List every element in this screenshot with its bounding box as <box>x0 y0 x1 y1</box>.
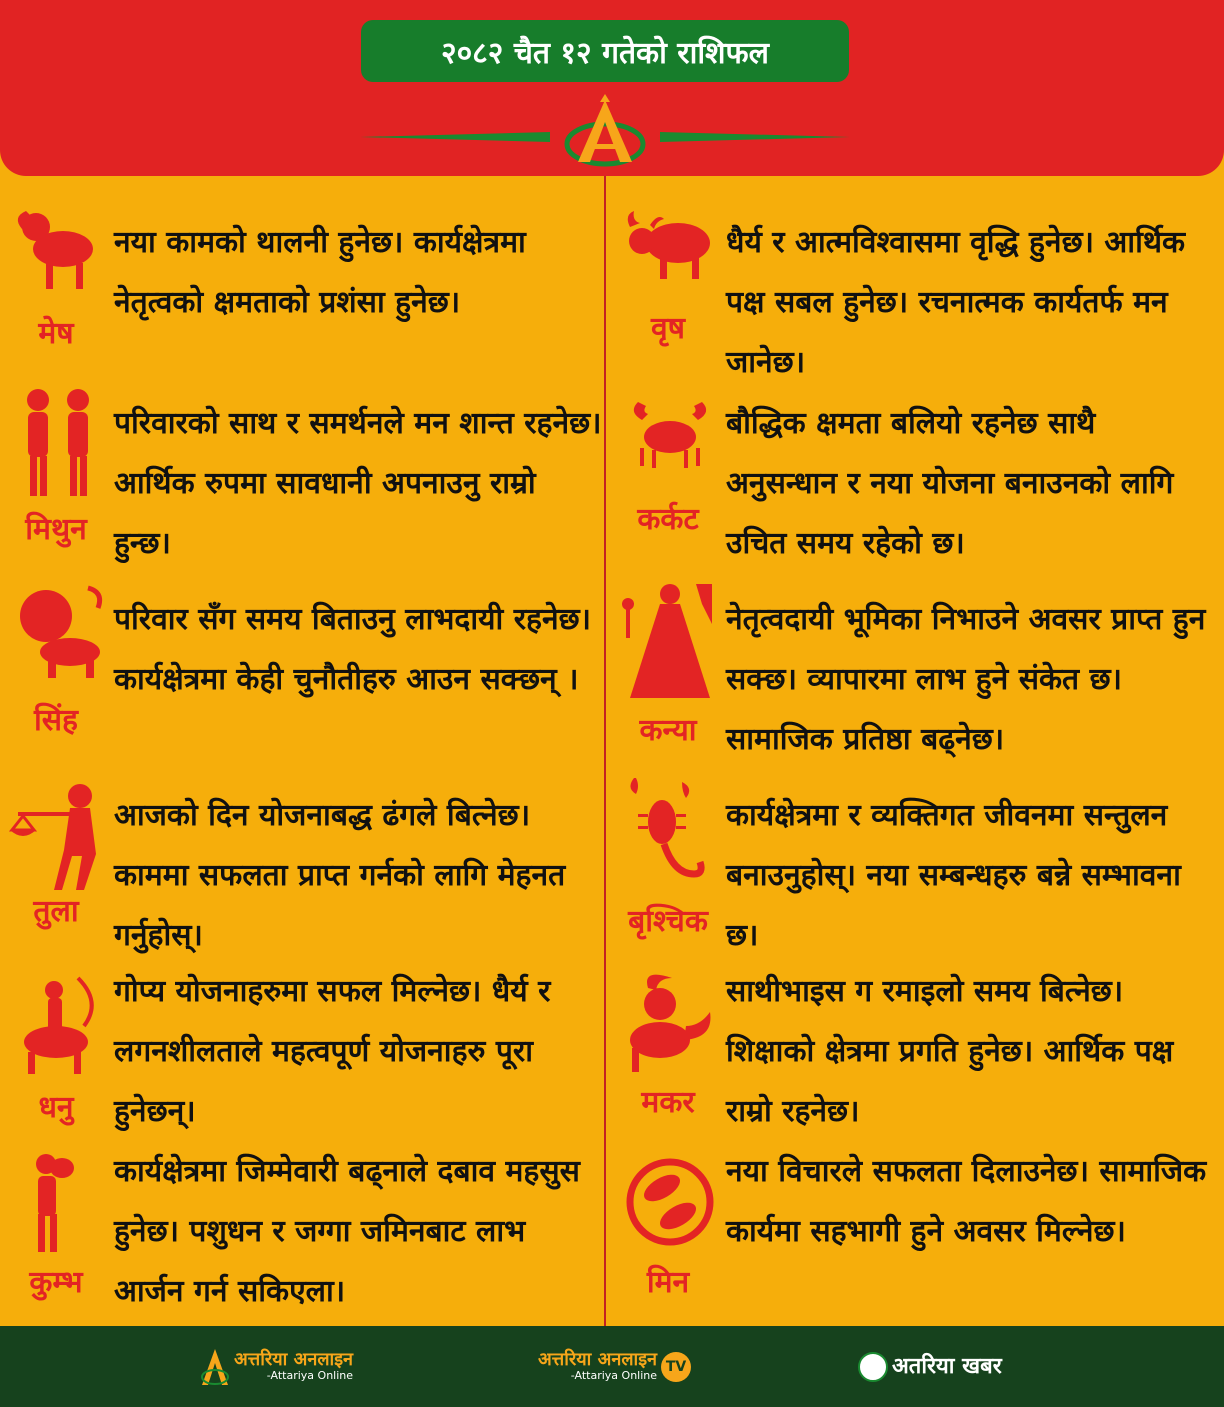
scorpio-scorpion-icon <box>620 774 720 884</box>
page-title: २०८२ चैत १२ गतेको राशिफल <box>361 20 849 82</box>
sign-description: नेतृत्वदायी भूमिका निभाउने अवसर प्राप्त हुन सक्छ। व्यापारमा लाभ हुने संकेत छ। सामाजिक प्रतिष्ठा बढ्नेछ। <box>726 602 1206 757</box>
sign-card-kanya <box>612 568 1224 758</box>
brand-attariya-khabar <box>858 1344 1002 1389</box>
sign-description: धैर्य र आत्मविश्वासमा वृद्धि हुनेछ। आर्थिक पक्ष सबल हुनेछ। रचनात्मक कार्यतर्फ मन जानेछ। <box>726 225 1186 380</box>
attariya-logo-icon <box>200 1347 230 1387</box>
sign-description: कार्यक्षेत्रमा जिम्मेवारी बढ्नाले दबाव महसुस हुनेछ। पशुधन र जग्गा जमिनबाट लाभ आर्जन गर्न सकिएला। <box>114 1154 580 1309</box>
pisces-fish-icon <box>620 1150 720 1260</box>
sign-name: वृष <box>650 311 686 346</box>
header-banner <box>0 0 1224 176</box>
sign-card-mithun <box>0 372 612 562</box>
sign-name: कन्या <box>639 713 697 748</box>
brand-name: अत्तरिया अनलाइन <box>538 1349 658 1370</box>
khabar-logo-icon <box>858 1352 888 1382</box>
sign-card-dhanu <box>0 960 612 1150</box>
cancer-crab-icon <box>620 382 720 492</box>
center-logo <box>360 92 850 172</box>
brand-attariya-online <box>200 1344 353 1389</box>
sign-name: सिंह <box>34 703 78 738</box>
libra-scales-icon <box>8 774 108 884</box>
aquarius-waterbearer-icon <box>8 1150 108 1260</box>
tv-badge-icon <box>661 1352 691 1382</box>
sign-card-makar <box>612 960 1224 1150</box>
sign-name: बृश्चिक <box>628 904 708 939</box>
sagittarius-archer-icon <box>8 970 108 1080</box>
sign-name: मिन <box>646 1265 690 1300</box>
footer-bar <box>0 1326 1224 1407</box>
sign-card-tula <box>0 764 612 954</box>
tv-badge-label: TV <box>665 1358 687 1375</box>
aries-ram-icon <box>8 191 108 301</box>
horoscope-grid <box>0 176 1224 1326</box>
sign-description: नया विचारले सफलता दिलाउनेछ। सामाजिक कार्यमा सहभागी हुने अवसर मिल्नेछ। <box>726 1154 1207 1249</box>
brand-name: अतरिया खबर <box>892 1353 1002 1379</box>
sign-card-karkat <box>612 372 1224 562</box>
sign-name: कर्कट <box>637 502 699 537</box>
sign-description: बौद्धिक क्षमता बलियो रहनेछ साथै अनुसन्धान र नया योजना बनाउनको लागि उचित समय रहेको छ। <box>726 406 1174 561</box>
virgo-maiden-icon <box>620 578 720 688</box>
sign-name: धनु <box>38 1090 74 1125</box>
sign-name: मिथुन <box>25 512 87 547</box>
sign-card-brishchik <box>612 764 1224 954</box>
sign-description: साथीभाइस ग रमाइलो समय बित्नेछ। शिक्षाको क्षेत्रमा प्रगति हुनेछ। आर्थिक पक्ष राम्रो रहनेछ। <box>726 974 1174 1129</box>
sign-name: कुम्भ <box>29 1265 83 1300</box>
brand-subtitle: -Attariya Online <box>266 1369 354 1382</box>
brand-name: अत्तरिया अनलाइन <box>234 1349 354 1370</box>
sign-description: कार्यक्षेत्रमा र व्यक्तिगत जीवनमा सन्तुलन बनाउनुहोस्। नया सम्बन्धहरु बन्ने सम्भावना छ। <box>726 798 1181 953</box>
sign-card-mesh <box>0 181 612 371</box>
sign-name: मकर <box>641 1085 695 1120</box>
sign-name: मेष <box>38 316 74 351</box>
sign-card-simha <box>0 568 612 758</box>
sign-description: परिवारको साथ र समर्थनले मन शान्त रहनेछ। आर्थिक रुपमा सावधानी अपनाउनु राम्रो हुन्छ। <box>114 406 602 561</box>
sign-description: गोप्य योजनाहरुमा सफल मिल्नेछ। धैर्य र लगनशीलताले महत्वपूर्ण योजनाहरु पूरा हुनेछन्। <box>114 974 551 1129</box>
taurus-bull-icon <box>620 191 720 301</box>
sign-description: नया कामको थालनी हुनेछ। कार्यक्षेत्रमा नेतृत्वको क्षमताको प्रशंसा हुनेछ। <box>114 225 526 320</box>
sign-card-vrish <box>612 181 1224 380</box>
sign-description: आजको दिन योजनाबद्ध ढंगले बित्नेछ। काममा सफलता प्राप्त गर्नको लागि मेहनत गर्नुहोस्। <box>114 798 566 953</box>
brand-attariya-tv <box>538 1344 691 1389</box>
sign-name: तुला <box>33 894 79 929</box>
sign-card-kumbha <box>0 1140 612 1330</box>
sign-card-min <box>612 1140 1224 1330</box>
leo-lion-icon <box>8 578 108 688</box>
capricorn-goat-icon <box>620 970 720 1080</box>
brand-subtitle: -Attariya Online <box>570 1369 658 1382</box>
sign-description: परिवार सँग समय बिताउनु लाभदायी रहनेछ। कार्यक्षेत्रमा केही चुनौतीहरु आउन सक्छन् । <box>114 602 591 697</box>
gemini-twins-icon <box>8 382 108 492</box>
